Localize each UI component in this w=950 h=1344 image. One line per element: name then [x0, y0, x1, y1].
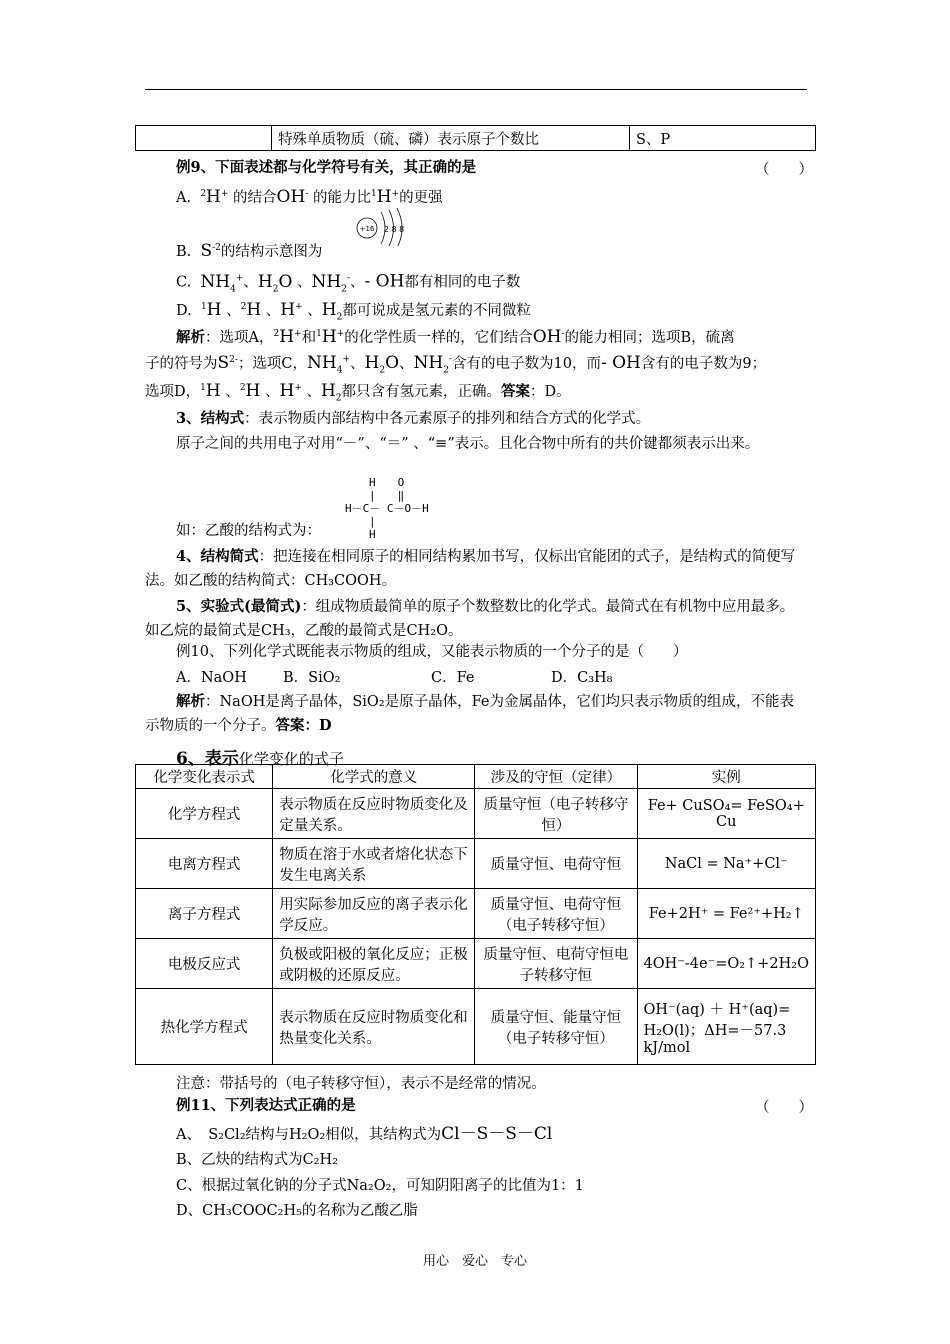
table-cell: 电极反应式 — [136, 939, 273, 989]
ex10-analysis: 解析：NaOH是离子晶体，SiO₂是原子晶体，Fe为金属晶体，它们均只表示物质的组成，不能表示物质的一个分子。答案：D — [145, 693, 794, 734]
nucleus-label: +16 — [359, 225, 375, 233]
table-row — [136, 939, 816, 989]
footer: 用心 爱心 专心 — [422, 1254, 527, 1269]
acetic-acid-structure — [345, 476, 429, 541]
option: D．C₃H₈ — [551, 670, 613, 686]
ex9-option-b: B. $S^{-2}$的结构示意图为 — [176, 240, 323, 261]
table-cell: 负极或阳极的氧化反应；正极或阴极的还原反应。 — [273, 939, 475, 989]
ex10-options — [176, 668, 613, 688]
formula-bond: | ‖ — [369, 489, 405, 502]
table-header-row — [136, 765, 816, 789]
table-header: 化学变化表示式 — [136, 765, 273, 789]
ex9-option-d: D. $^1$H 、$^2$H 、H+ 、$H_2$都可说成是氢元素的不同微粒 — [176, 299, 531, 323]
ex9-paren: （ ） — [755, 162, 813, 178]
ex11-question: 例11、下列表达式正确的是 — [176, 1097, 356, 1114]
table-cell: 质量守恒、能量守恒（电子转移守恒） — [475, 989, 637, 1065]
table-cell: 质量守恒、电荷守恒（电子转移守恒） — [475, 889, 637, 939]
option: C．Fe — [431, 670, 475, 686]
formula-row: H－C－ C－O－H — [345, 502, 429, 515]
table-header: 化学式的意义 — [273, 765, 475, 789]
ex11-option-d: D、CH₃COOC₂H₅的名称为乙酸乙脂 — [176, 1203, 418, 1219]
table-cell: Fe+ CuSO₄= FeSO₄+ Cu — [637, 789, 816, 839]
s4-paragraph: 4、结构简式：把连接在相同原子的相同结构累加书写，仅标出官能团的式子，是结构式的简便写法。如乙酸的结构简式：CH₃COOH。 — [145, 548, 796, 589]
s6-title: 6、表示化学变化的式子 — [176, 749, 344, 769]
ex9-analysis-line1: 解析：选项A，$^2$H+和$^1$H+的化学性质一样的，它们结合OH-的能力相同；选项B，硫离 — [176, 326, 735, 347]
top-table-cell: S、P — [630, 126, 816, 151]
ex11-paren: （ ） — [755, 1100, 813, 1116]
table-header: 涉及的守恒（定律） — [475, 765, 637, 789]
formula-row: H O — [369, 476, 405, 489]
table-cell: Fe+2H⁺ = Fe²⁺+H₂↑ — [637, 889, 816, 939]
table-cell: 化学方程式 — [136, 789, 273, 839]
table-cell: 物质在溶于水或者熔化状态下发生电离关系 — [273, 839, 475, 889]
table-cell: 离子方程式 — [136, 889, 273, 939]
table-row — [136, 789, 816, 839]
option: B．SiO₂ — [283, 670, 341, 686]
table-cell: 表示物质在反应时物质变化及定量关系。 — [273, 789, 475, 839]
option: A．NaOH — [176, 670, 247, 686]
chemistry-table — [135, 764, 816, 1065]
top-table-cell: 特殊单质物质（硫、磷）表示原子个数比 — [272, 126, 630, 151]
table-cell: 电离方程式 — [136, 839, 273, 889]
shell-electrons: 2 8 8 — [383, 225, 405, 234]
s3-title-line: 3、结构式：表示物质内部结构中各元素原子的排列和结合方式的化学式。 — [176, 410, 651, 427]
formula-row: H — [369, 528, 376, 541]
table-cell: 表示物质在反应时物质变化和热量变化关系。 — [273, 989, 475, 1065]
s3-paragraph: 原子之间的共用电子对用“－”、“＝” 、“≡”表示。且化合物中所有的共价键都须表示出来。 — [176, 436, 760, 452]
sulfur-ion-diagram — [353, 206, 413, 246]
table-row — [136, 839, 816, 889]
top-table — [135, 125, 816, 151]
table-cell: 质量守恒、电荷守恒 — [475, 839, 637, 889]
note: 注意：带括号的（电子转移守恒），表示不是经常的情况。 — [176, 1076, 546, 1092]
table-cell: 质量守恒、电荷守恒电子转移守恒 — [475, 939, 637, 989]
table-row — [136, 989, 816, 1065]
ex10-question: 例10、下列化学式既能表示物质的组成，又能表示物质的一个分子的是（ ） — [176, 644, 688, 660]
table-cell: NaCl = Na⁺+Cl⁻ — [637, 839, 816, 889]
table-cell: 质量守恒（电子转移守恒） — [475, 789, 637, 839]
table-header: 实例 — [637, 765, 816, 789]
s3-example: 如：乙酸的结构式为： — [176, 523, 321, 539]
table-cell: 热化学方程式 — [136, 989, 273, 1065]
ex9-option-c: C. $NH_4^+$、$H_2O$ 、$NH_2^-$、- OH都有相同的电子数 — [176, 271, 521, 295]
ex9-option-a: A. $^2$H+ 的结合OH- 的能力比$^1$H+的更强 — [176, 186, 443, 207]
header-rule — [145, 89, 807, 90]
ex11-option-c: C、根据过氧化钠的分子式Na₂O₂，可知阴阳离子的比值为1：1 — [176, 1178, 584, 1194]
s5-paragraph: 5、实验式(最简式)：组成物质最简单的原子个数整数比的化学式。最简式在有机物中应用最多。如乙烷的最简式是CH₃，乙酸的最简式是CH₂O。 — [145, 598, 795, 639]
table-row — [136, 889, 816, 939]
ex9-question: 例9、下面表述都与化学符号有关，其正确的是 — [176, 159, 477, 176]
ex9-analysis-line2: 子的符号为$S^{2-}$；选项C，$NH_4^+$、$H_2O$、$NH_2^-$含有的电子数为10，而- OH含有的电子数为9； — [145, 353, 767, 376]
table-cell: 4OH⁻-4e⁻=O₂↑+2H₂O — [637, 939, 816, 989]
ex9-analysis-line3: 选项D，$^1$H 、$^2$H 、H+ 、$H_2$都只含有氢元素，正确。答案：D。 — [145, 381, 571, 404]
table-cell: OH⁻(aq) ＋ H⁺(aq)= H₂O(l)；ΔH=－57.3 kJ/mol — [637, 989, 816, 1065]
table-cell: 用实际参加反应的离子表示化学反应。 — [273, 889, 475, 939]
ex11-option-b: B、乙炔的结构式为C₂H₂ — [176, 1152, 339, 1168]
formula-bond: | — [369, 515, 376, 528]
ex11-option-a: A、 S₂Cl₂结构与H₂O₂相似，其结构式为Cl－S－S－Cl — [176, 1124, 553, 1144]
